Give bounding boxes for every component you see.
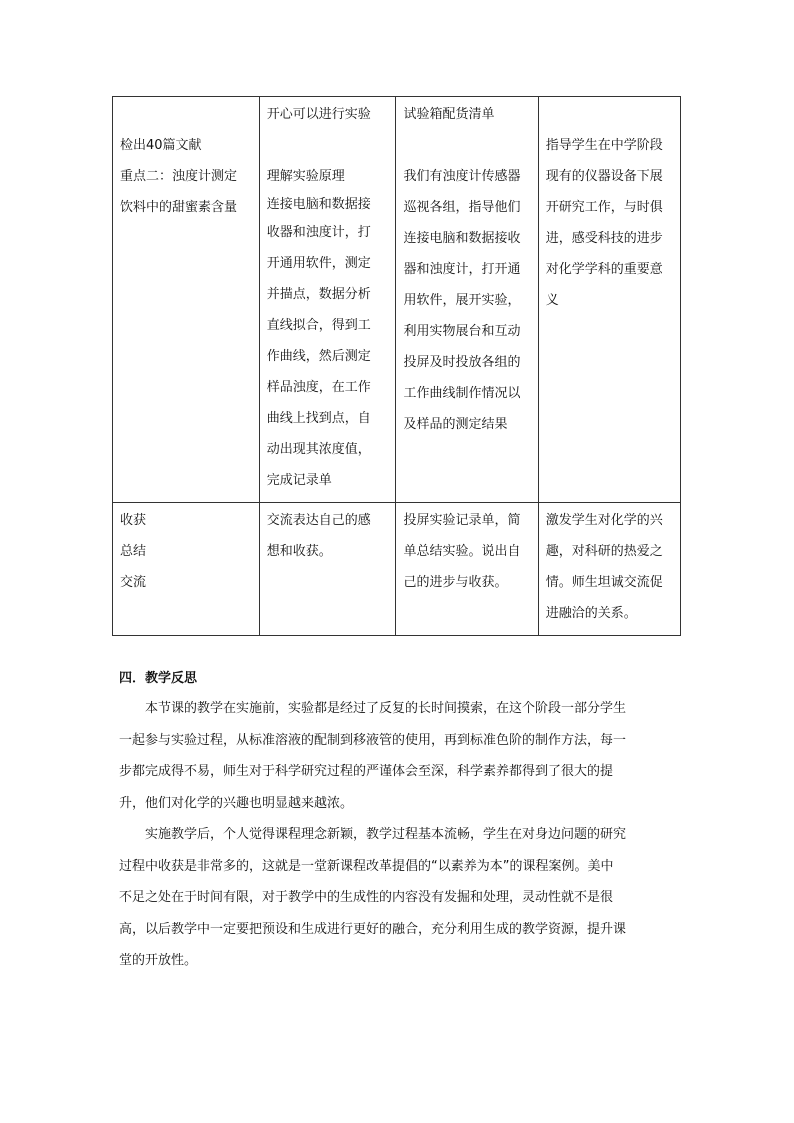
paragraph-line: 本节课的教学在实施前，实验都是经过了反复的长时间摸索，在这个阶段一部分学生 — [119, 701, 627, 716]
cell-line: 饮料中的甜蜜素含量 — [120, 200, 238, 215]
paragraph — [119, 693, 679, 819]
cell-line: 我们有浊度计传感器 — [403, 169, 521, 184]
paragraph-line: 不足之处在于时间有限，对于教学中的生成性的内容没有发掘和处理，灵动性就不是很 — [119, 890, 614, 905]
cell-line: 样品浊度，在工作 — [266, 380, 371, 395]
cell-line: 进，感受科技的进步 — [545, 231, 663, 246]
cell-line: 检出40篇文献 — [120, 138, 202, 153]
cell-line: 义 — [545, 293, 559, 308]
paragraph-line: 堂的开放性。 — [119, 953, 198, 968]
table-cell — [259, 503, 396, 636]
table-cell — [538, 97, 680, 503]
paragraph-line: 步都完成得不易，师生对于科学研究过程的严谨体会至深，科学素养都得到了很大的提 — [119, 764, 614, 779]
cell-line: 进融洽的关系。 — [545, 606, 637, 621]
table-cell — [113, 503, 260, 636]
cell-line: 想和收获。 — [266, 544, 332, 559]
cell-line: 工作曲线制作情况以 — [403, 386, 521, 401]
cell-line: 激发学生对化学的兴 — [545, 513, 663, 528]
cell-line: 指导学生在中学阶段 — [545, 138, 663, 153]
cell-line: 并描点，数据分析 — [266, 287, 371, 302]
cell-line: 单总结实验。说出自 — [403, 544, 521, 559]
cell-line: 交流 — [120, 575, 147, 590]
paragraph-line: 实施教学后，个人觉得课程理念新颖，教学过程基本流畅，学生在对身边问题的研究 — [119, 827, 627, 842]
cell-line: 交流表达自己的感 — [266, 513, 371, 528]
cell-line: 投屏及时投放各组的 — [403, 355, 521, 370]
cell-line: 对化学学科的重要意 — [545, 262, 663, 277]
paragraph-line: 高，以后教学中一定要把预设和生成进行更好的融合，充分利用生成的教学资源，提升课 — [119, 921, 627, 937]
cell-line: 作曲线，然后测定 — [266, 349, 371, 364]
cell-line: 曲线上找到点，自 — [266, 411, 371, 426]
cell-line: 利用实物展台和互动 — [403, 324, 521, 339]
table-row — [113, 503, 681, 636]
table-cell — [113, 97, 260, 503]
cell-line: 及样品的测定结果 — [403, 417, 508, 432]
table-cell — [396, 503, 538, 636]
paragraph-line: 过程中收获是非常多的，这就是一堂新课程改革提倡的“以素养为本”的课程案例。美中 — [119, 858, 614, 874]
cell-line: 完成记录单 — [266, 473, 332, 488]
cell-line: 直线拟合，得到工 — [266, 318, 371, 333]
cell-line: 开研究工作，与时俱 — [545, 200, 663, 215]
cell-line: 己的进步与收获。 — [403, 575, 508, 590]
cell-line: 现有的仪器设备下展 — [545, 169, 663, 184]
table-cell — [396, 97, 538, 503]
cell-line: 趣，对科研的热爱之 — [545, 544, 663, 559]
cell-line: 情。师生坦诚交流促 — [545, 575, 663, 590]
cell-line: 重点二：浊度计测定 — [120, 169, 238, 184]
lesson-table — [112, 96, 681, 636]
cell-line: 动出现其浓度值， — [266, 442, 371, 457]
cell-line: 开通用软件，测定 — [266, 256, 371, 271]
cell-line: 用软件，展开实验， — [403, 293, 521, 308]
cell-line: 收获 — [120, 513, 147, 528]
paragraph — [119, 819, 679, 977]
cell-line: 理解实验原理 — [266, 169, 345, 184]
cell-line: 开心可以进行实验 — [266, 107, 371, 122]
cell-line: 连接电脑和数据接收 — [403, 231, 521, 246]
cell-line: 试验箱配货清单 — [403, 107, 495, 122]
cell-line: 连接电脑和数据接 — [266, 197, 371, 212]
paragraph-line: 升，他们对化学的兴趣也明显越来越浓。 — [119, 795, 354, 811]
cell-line: 巡视各组，指导他们 — [403, 200, 521, 215]
section-title: 四．教学反思 — [119, 671, 198, 686]
table-row — [113, 97, 681, 503]
cell-line: 投屏实验记录单，简 — [403, 513, 521, 528]
cell-line: 总结 — [120, 544, 147, 559]
table-cell — [538, 503, 680, 636]
paragraph-line: 一起参与实验过程，从标准溶液的配制到移液管的使用，再到标准色阶的制作方法，每一 — [119, 732, 627, 748]
cell-line: 收器和浊度计，打 — [266, 225, 371, 240]
cell-line: 器和浊度计，打开通 — [403, 262, 521, 277]
table-cell — [259, 97, 396, 503]
